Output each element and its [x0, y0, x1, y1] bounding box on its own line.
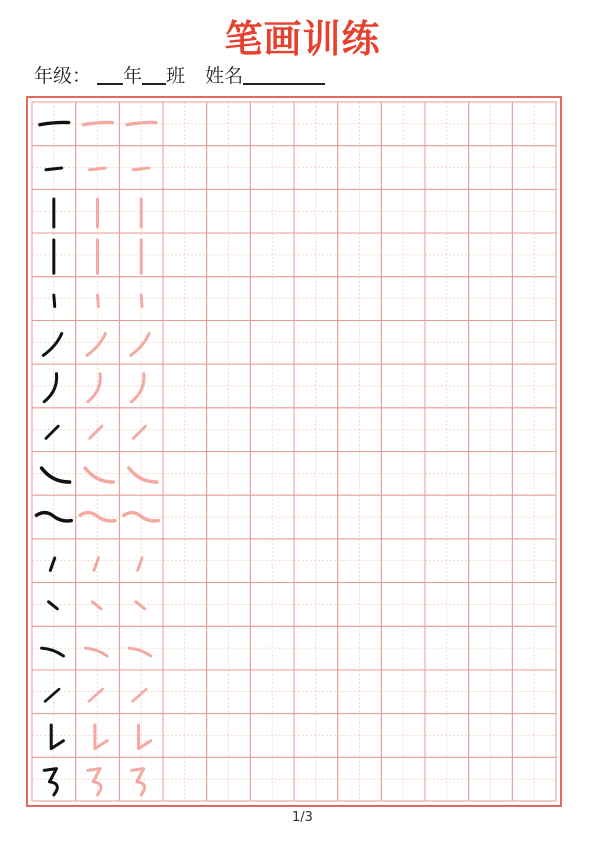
grid-cell[interactable] — [338, 670, 382, 714]
grid-cell[interactable] — [512, 670, 556, 714]
grid-cell[interactable] — [207, 757, 251, 801]
grid-cell[interactable] — [425, 452, 469, 496]
grid-cell[interactable] — [163, 364, 207, 408]
grid-cell[interactable] — [207, 146, 251, 190]
grid-cell[interactable] — [469, 539, 513, 583]
stroke-trace-long-dot — [85, 648, 107, 656]
grid-cell[interactable] — [207, 583, 251, 627]
stroke-example-left-falling — [43, 334, 61, 356]
grid-cell[interactable] — [294, 495, 338, 539]
grid-cell[interactable] — [163, 277, 207, 321]
grid-cell[interactable] — [425, 408, 469, 452]
grid-cell[interactable] — [469, 146, 513, 190]
stroke-trace-vertical-rising — [139, 725, 151, 749]
grid-cell[interactable] — [338, 757, 382, 801]
grid-cell[interactable] — [250, 539, 294, 583]
grid-cell[interactable] — [512, 583, 556, 627]
stroke-trace-dot-right — [92, 602, 101, 609]
grid-cell[interactable] — [207, 277, 251, 321]
grid-cell[interactable] — [381, 189, 425, 233]
grid-cell[interactable] — [294, 189, 338, 233]
stroke-trace-horizontal — [84, 122, 113, 124]
grid-cell[interactable] — [207, 233, 251, 277]
grid-cell[interactable] — [512, 277, 556, 321]
grid-cell[interactable] — [250, 233, 294, 277]
grid-cell[interactable] — [381, 320, 425, 364]
practice-sheet — [26, 96, 562, 807]
grid-cell[interactable] — [381, 364, 425, 408]
grid-cell[interactable] — [207, 189, 251, 233]
grid-cell[interactable] — [119, 626, 163, 670]
grid-cell[interactable] — [381, 408, 425, 452]
stroke-example-rising — [45, 689, 59, 701]
class-blank[interactable] — [142, 63, 166, 85]
grid-cell[interactable] — [338, 626, 382, 670]
grid-cell[interactable] — [381, 714, 425, 758]
grid-cell[interactable] — [207, 102, 251, 146]
grid-cell[interactable] — [294, 539, 338, 583]
grid-cell[interactable] — [512, 495, 556, 539]
stroke-trace-horizontal — [127, 122, 156, 124]
stroke-trace-rising — [89, 689, 103, 701]
grid-cell[interactable] — [512, 233, 556, 277]
grid-cell[interactable] — [32, 626, 76, 670]
stroke-trace-long-dot — [129, 648, 151, 656]
stroke-trace-right-falling — [85, 468, 113, 482]
grid-cell[interactable] — [294, 714, 338, 758]
stroke-example-dot-right — [49, 602, 58, 609]
stroke-trace-short-vertical — [141, 295, 142, 306]
stroke-trace-rising — [132, 689, 146, 701]
grid-cell[interactable] — [119, 320, 163, 364]
grid-cell[interactable] — [381, 102, 425, 146]
grid-cell[interactable] — [425, 583, 469, 627]
grid-cell[interactable] — [250, 102, 294, 146]
grid-cell[interactable] — [425, 233, 469, 277]
grid-cell[interactable] — [250, 320, 294, 364]
grade-label: 年级： — [34, 65, 92, 87]
stroke-trace-vertical-hook-turn — [88, 769, 101, 795]
grid-cell[interactable] — [425, 102, 469, 146]
grid-cell[interactable] — [469, 189, 513, 233]
student-info-line — [34, 62, 325, 90]
grid-cell[interactable] — [469, 233, 513, 277]
stroke-trace-left-falling — [131, 334, 149, 356]
grid-cell[interactable] — [250, 146, 294, 190]
grid-cell[interactable] — [512, 452, 556, 496]
grid-cell[interactable] — [163, 583, 207, 627]
grid-cell[interactable] — [469, 757, 513, 801]
grid-cell[interactable] — [294, 146, 338, 190]
grid-cell[interactable] — [381, 757, 425, 801]
grid-cell[interactable] — [294, 757, 338, 801]
name-label: 姓名 — [205, 65, 244, 87]
stroke-example-vertical-left-falling — [44, 374, 56, 402]
stroke-trace-short-horizontal — [90, 168, 106, 170]
grid-cell[interactable] — [207, 364, 251, 408]
grid-cell[interactable] — [163, 495, 207, 539]
grid-cell[interactable] — [425, 277, 469, 321]
stroke-example-vertical-rising — [51, 725, 63, 749]
grid-cell[interactable] — [163, 757, 207, 801]
grid-cell[interactable] — [163, 714, 207, 758]
grid-cell[interactable] — [425, 539, 469, 583]
grid-cell[interactable] — [250, 670, 294, 714]
stroke-trace-short-left-falling — [133, 426, 145, 438]
grid-cell[interactable] — [381, 495, 425, 539]
grid-cell[interactable] — [207, 539, 251, 583]
grid-cell[interactable] — [381, 452, 425, 496]
grid-cell[interactable] — [207, 714, 251, 758]
grid-cell[interactable] — [294, 364, 338, 408]
grid-cell[interactable] — [381, 539, 425, 583]
grid-cell[interactable] — [119, 670, 163, 714]
grid-cell[interactable] — [469, 714, 513, 758]
grid-cell[interactable] — [294, 277, 338, 321]
grid-cell[interactable] — [250, 757, 294, 801]
grid-cell[interactable] — [381, 626, 425, 670]
grid-cell[interactable] — [250, 277, 294, 321]
grid-cell[interactable] — [207, 626, 251, 670]
grid-cell[interactable] — [163, 146, 207, 190]
grid-cell[interactable] — [163, 320, 207, 364]
stroke-trace-short-vertical — [98, 295, 99, 306]
grid-cell[interactable] — [250, 583, 294, 627]
grid-cell[interactable] — [294, 102, 338, 146]
grid-cell[interactable] — [32, 320, 76, 364]
grid-cell[interactable] — [425, 364, 469, 408]
grid-cell[interactable] — [119, 714, 163, 758]
grid-cell[interactable] — [425, 495, 469, 539]
grid-cell[interactable] — [381, 583, 425, 627]
grid-cell[interactable] — [425, 714, 469, 758]
grid-cell[interactable] — [338, 146, 382, 190]
grid-cell[interactable] — [32, 670, 76, 714]
grid-cell[interactable] — [250, 189, 294, 233]
grid-cell[interactable] — [207, 670, 251, 714]
grid-cell[interactable] — [469, 364, 513, 408]
grid-cell[interactable] — [163, 102, 207, 146]
grid-cell[interactable] — [469, 583, 513, 627]
grid-cell[interactable] — [338, 408, 382, 452]
stroke-example-vertical-hook-turn — [44, 769, 57, 795]
grid-cell[interactable] — [338, 452, 382, 496]
grid-cell[interactable] — [512, 102, 556, 146]
grid-cell[interactable] — [512, 714, 556, 758]
grid-cell[interactable] — [76, 626, 120, 670]
grid-cell[interactable] — [469, 408, 513, 452]
grid-cell[interactable] — [381, 670, 425, 714]
grid-cell[interactable] — [381, 233, 425, 277]
grid-cell[interactable] — [338, 714, 382, 758]
page-title: 笔画训练 — [224, 16, 381, 61]
grid-cell[interactable] — [76, 714, 120, 758]
grid-cell[interactable] — [163, 539, 207, 583]
grid-cell[interactable] — [381, 277, 425, 321]
grid-cell[interactable] — [250, 714, 294, 758]
grid-cell[interactable] — [32, 452, 76, 496]
grid-cell[interactable] — [469, 277, 513, 321]
stroke-trace-vertical-rising — [95, 725, 107, 749]
grid-cell[interactable] — [163, 233, 207, 277]
grid-cell[interactable] — [338, 364, 382, 408]
grid-cell[interactable] — [338, 277, 382, 321]
grid-cell[interactable] — [207, 452, 251, 496]
stroke-example-long-dot — [42, 648, 64, 656]
grid-cell[interactable] — [294, 670, 338, 714]
grid-cell[interactable] — [163, 670, 207, 714]
grid-cell[interactable] — [163, 626, 207, 670]
grid-cell[interactable] — [76, 670, 120, 714]
stroke-example-horizontal — [40, 122, 69, 124]
stroke-trace-vertical-left-falling — [132, 374, 144, 402]
grid-cell[interactable] — [163, 408, 207, 452]
grid-cell[interactable] — [425, 146, 469, 190]
grid-cell[interactable] — [338, 583, 382, 627]
grid-cell[interactable] — [163, 189, 207, 233]
grid-cell[interactable] — [250, 495, 294, 539]
grid-cell[interactable] — [469, 320, 513, 364]
grid-cell[interactable] — [250, 452, 294, 496]
grid-cell[interactable] — [381, 146, 425, 190]
stroke-example-right-falling — [42, 468, 70, 482]
grid-cell[interactable] — [294, 233, 338, 277]
stroke-trace-short-horizontal — [133, 168, 149, 170]
grid-cell[interactable] — [512, 320, 556, 364]
grid-cell[interactable] — [425, 626, 469, 670]
grid-cell[interactable] — [469, 495, 513, 539]
stroke-example-short-vertical — [54, 295, 55, 306]
grid-cell[interactable] — [32, 714, 76, 758]
name-blank[interactable] — [243, 63, 325, 85]
grid-cell[interactable] — [338, 320, 382, 364]
year-label: 年 — [123, 65, 143, 87]
stroke-example-short-left-falling — [46, 426, 58, 438]
grid-cell[interactable] — [250, 626, 294, 670]
grid-cell[interactable] — [163, 452, 207, 496]
grid-cell[interactable] — [76, 452, 120, 496]
grid-cell[interactable] — [469, 670, 513, 714]
grid-cell[interactable] — [76, 320, 120, 364]
grid-cell[interactable] — [425, 757, 469, 801]
grid-cell[interactable] — [512, 146, 556, 190]
grid-cell[interactable] — [425, 189, 469, 233]
grid-cell[interactable] — [425, 320, 469, 364]
grid-cell[interactable] — [119, 452, 163, 496]
grid-cell[interactable] — [338, 102, 382, 146]
grid-cell[interactable] — [338, 233, 382, 277]
year-blank[interactable] — [97, 63, 123, 85]
grid-cell[interactable] — [294, 408, 338, 452]
grid-cell[interactable] — [469, 626, 513, 670]
stroke-trace-vertical-left-falling — [88, 374, 100, 402]
grid-cell[interactable] — [338, 539, 382, 583]
grid-cell[interactable] — [512, 757, 556, 801]
grid-cell[interactable] — [294, 583, 338, 627]
grid-cell[interactable] — [207, 495, 251, 539]
stroke-trace-vertical-hook-turn — [132, 769, 145, 795]
grid-cell[interactable] — [338, 189, 382, 233]
stroke-example-short-horizontal — [46, 168, 62, 170]
grid-cell[interactable] — [250, 408, 294, 452]
grid-cell[interactable] — [250, 364, 294, 408]
grid-cell[interactable] — [294, 452, 338, 496]
stroke-trace-left-falling — [87, 334, 105, 356]
grid-cell[interactable] — [512, 408, 556, 452]
grid-cell[interactable] — [469, 102, 513, 146]
class-label: 班 — [166, 65, 186, 87]
stroke-trace-right-falling — [129, 468, 157, 482]
stroke-trace-dot-right — [136, 602, 145, 609]
grid-cell[interactable] — [512, 189, 556, 233]
grid-cell[interactable] — [338, 495, 382, 539]
tianzige-grid — [28, 98, 560, 805]
grid-cell[interactable] — [512, 626, 556, 670]
grid-cell[interactable] — [425, 670, 469, 714]
grid-cell[interactable] — [512, 364, 556, 408]
stroke-trace-short-left-falling — [90, 426, 102, 438]
grid-cell[interactable] — [294, 626, 338, 670]
grid-cell[interactable] — [469, 452, 513, 496]
page-number: 1/3 — [292, 810, 313, 825]
grid-cell[interactable] — [294, 320, 338, 364]
grid-cell[interactable] — [512, 539, 556, 583]
grid-cell[interactable] — [207, 408, 251, 452]
grid-cell[interactable] — [207, 320, 251, 364]
